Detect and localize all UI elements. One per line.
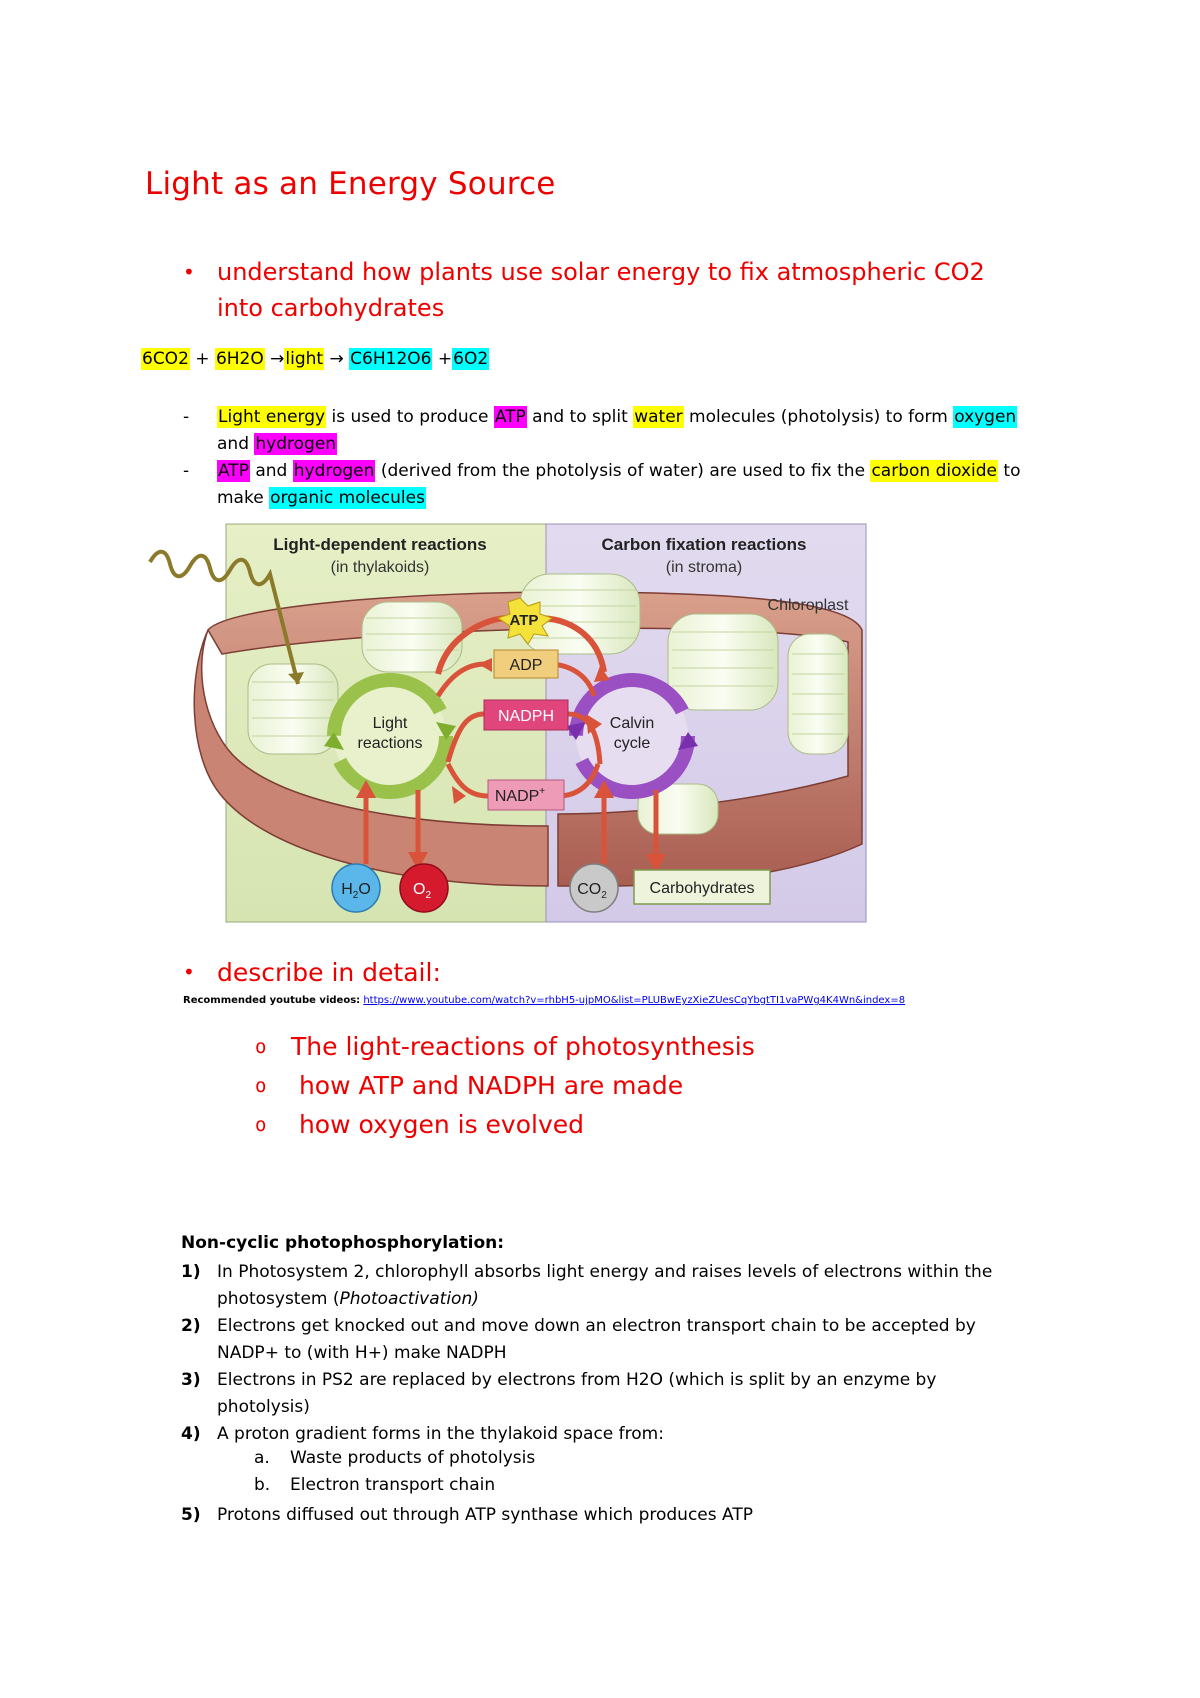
hl-water: water: [634, 407, 683, 427]
step-body: [217, 1313, 1067, 1367]
step-line: photolysis): [217, 1397, 310, 1417]
bullet-icon: •: [183, 960, 195, 984]
step-2: [181, 1313, 1081, 1369]
text: is used to produce: [326, 407, 494, 427]
point-2: [183, 458, 1083, 514]
subtopic-text: The light-reactions of photosynthesis: [291, 1032, 755, 1061]
calvin-label-2: cycle: [613, 735, 651, 752]
text: (derived from the photolysis of water) are used to fix the: [375, 461, 871, 481]
nadp-label: [495, 786, 545, 805]
text: make: [217, 488, 270, 508]
chloroplast-diagram: [148, 514, 890, 932]
hl-atp: ATP: [218, 461, 249, 481]
calvin-cycle: [566, 680, 698, 792]
substep-text: Waste products of photolysis: [290, 1448, 536, 1468]
step-line: Protons diffused out through ATP synthase which produces ATP: [217, 1505, 753, 1525]
photosynthesis-equation: [141, 349, 489, 369]
dash-marker: -: [183, 407, 190, 427]
step-number: 1): [181, 1262, 201, 1282]
step-line: A proton gradient forms in the thylakoid space from:: [217, 1424, 664, 1444]
dash-marker: -: [183, 461, 190, 481]
eq-plus: +: [189, 349, 215, 369]
text: and: [249, 461, 293, 481]
objective-text: [217, 254, 985, 326]
step-3: [181, 1367, 1081, 1423]
nadp-superscript: +: [539, 786, 546, 797]
substep-letter: b.: [254, 1475, 271, 1495]
eq-co2: 6CO2: [142, 349, 189, 369]
youtube-link[interactable]: https://www.youtube.com/watch?v=rhbH5-ujpMO&list=PLUBwEyzXieZUesCqYbgtTI1vaPWg4K4Wn&index=8: [363, 995, 906, 1006]
step-number: 2): [181, 1316, 201, 1336]
hl-light-energy: Light energy: [218, 407, 326, 427]
noncyclic-heading: Non-cyclic photophosphorylation:: [181, 1233, 505, 1253]
hl-carbon-dioxide: carbon dioxide: [871, 461, 998, 481]
objective-line-2: into carbohydrates: [217, 294, 445, 322]
describe-text: describe in detail:: [217, 958, 441, 987]
right-panel-subtitle: (in stroma): [665, 559, 743, 576]
hl-organic-molecules: organic molecules: [270, 488, 425, 508]
substep-letter: a.: [254, 1448, 270, 1468]
text: and to split: [526, 407, 634, 427]
point-1-line-2: [217, 431, 1087, 458]
nadph-label: NADPH: [497, 708, 555, 725]
step-body: [217, 1367, 1067, 1421]
point-1: [183, 404, 1083, 460]
chloroplast-label: Chloroplast: [767, 597, 849, 614]
circle-bullet-icon: o: [255, 1114, 267, 1136]
page-title: Light as an Energy Source: [145, 166, 556, 202]
objective-bullet: [183, 254, 1083, 334]
photoactivation-term: Photoactivation): [339, 1289, 479, 1309]
h2o-h: H: [341, 881, 353, 898]
step-number: 3): [181, 1370, 201, 1390]
step-1: [181, 1259, 1081, 1315]
step-number: 4): [181, 1424, 201, 1444]
eq-h2o: 6H2O: [215, 349, 264, 369]
step-5: [181, 1502, 1081, 1530]
h2o-circle: [332, 864, 380, 912]
nadp-text: NADP: [494, 788, 540, 805]
text: and: [217, 434, 255, 454]
hl-oxygen: oxygen: [954, 407, 1017, 427]
eq-arrow: →: [264, 349, 285, 369]
text: molecules (photolysis) to form: [683, 407, 954, 427]
subtopic-text: how oxygen is evolved: [291, 1110, 585, 1139]
recommended-label: Recommended youtube videos:: [183, 995, 361, 1006]
circle-bullet-icon: o: [255, 1075, 267, 1097]
point-2-body: [217, 458, 1087, 512]
subtopic-text: how ATP and NADPH are made: [291, 1071, 684, 1100]
point-1-line-1: [217, 404, 1087, 431]
atp-label: ATP: [509, 612, 539, 629]
adp-label: ADP: [509, 657, 543, 674]
recommended-videos: [183, 995, 905, 1006]
carbohydrates-label: Carbohydrates: [649, 880, 755, 897]
eq-light: light: [285, 349, 324, 369]
eq-glucose: C6H12O6: [350, 349, 432, 369]
co2-co: CO: [577, 881, 602, 898]
light-reactions-cycle: [324, 680, 456, 792]
step-body: [217, 1421, 1067, 1448]
text: photosystem (: [217, 1289, 340, 1309]
objective-line-1: understand how plants use solar energy to fix atmospheric CO2: [217, 258, 985, 286]
step-body: [217, 1502, 1067, 1529]
step-line: In Photosystem 2, chlorophyll absorbs light energy and raises levels of electrons within the: [217, 1262, 993, 1282]
step-body: [217, 1259, 1067, 1313]
light-reactions-label-1: Light: [372, 715, 408, 732]
o2-o: O: [412, 881, 426, 898]
co2-sub: 2: [601, 890, 607, 901]
hl-atp: ATP: [494, 407, 526, 427]
light-reactions-label-2: reactions: [357, 735, 423, 752]
substep-text: Electron transport chain: [290, 1475, 496, 1495]
step-line: [217, 1286, 1067, 1313]
step-4: [181, 1421, 1081, 1449]
right-panel-title: Carbon fixation reactions: [601, 535, 807, 554]
o2-sub: 2: [425, 890, 432, 901]
hl-hydrogen: hydrogen: [293, 461, 375, 481]
calvin-label-1: Calvin: [609, 715, 655, 732]
text: to: [998, 461, 1021, 481]
h2o-o: O: [358, 881, 371, 898]
hl-hydrogen: hydrogen: [255, 434, 337, 454]
point-2-line-2: [217, 485, 1087, 512]
step-line: Electrons in PS2 are replaced by electrons from H2O (which is split by an enzyme by: [217, 1370, 937, 1390]
eq-o2: 6O2: [453, 349, 489, 369]
step-line: NADP+ to (with H+) make NADPH: [217, 1343, 507, 1363]
left-panel-title: Light-dependent reactions: [273, 535, 487, 554]
h2o-sub: 2: [352, 890, 359, 901]
eq-plus: +: [432, 349, 453, 369]
step-line: Electrons get knocked out and move down an electron transport chain to be accepted by: [217, 1316, 976, 1336]
left-panel-subtitle: (in thylakoids): [330, 559, 430, 576]
eq-arrow: →: [324, 349, 350, 369]
bullet-icon: •: [183, 260, 195, 284]
point-2-line-1: [217, 458, 1087, 485]
circle-bullet-icon: o: [255, 1036, 267, 1058]
point-1-body: [217, 404, 1087, 458]
step-number: 5): [181, 1505, 201, 1525]
